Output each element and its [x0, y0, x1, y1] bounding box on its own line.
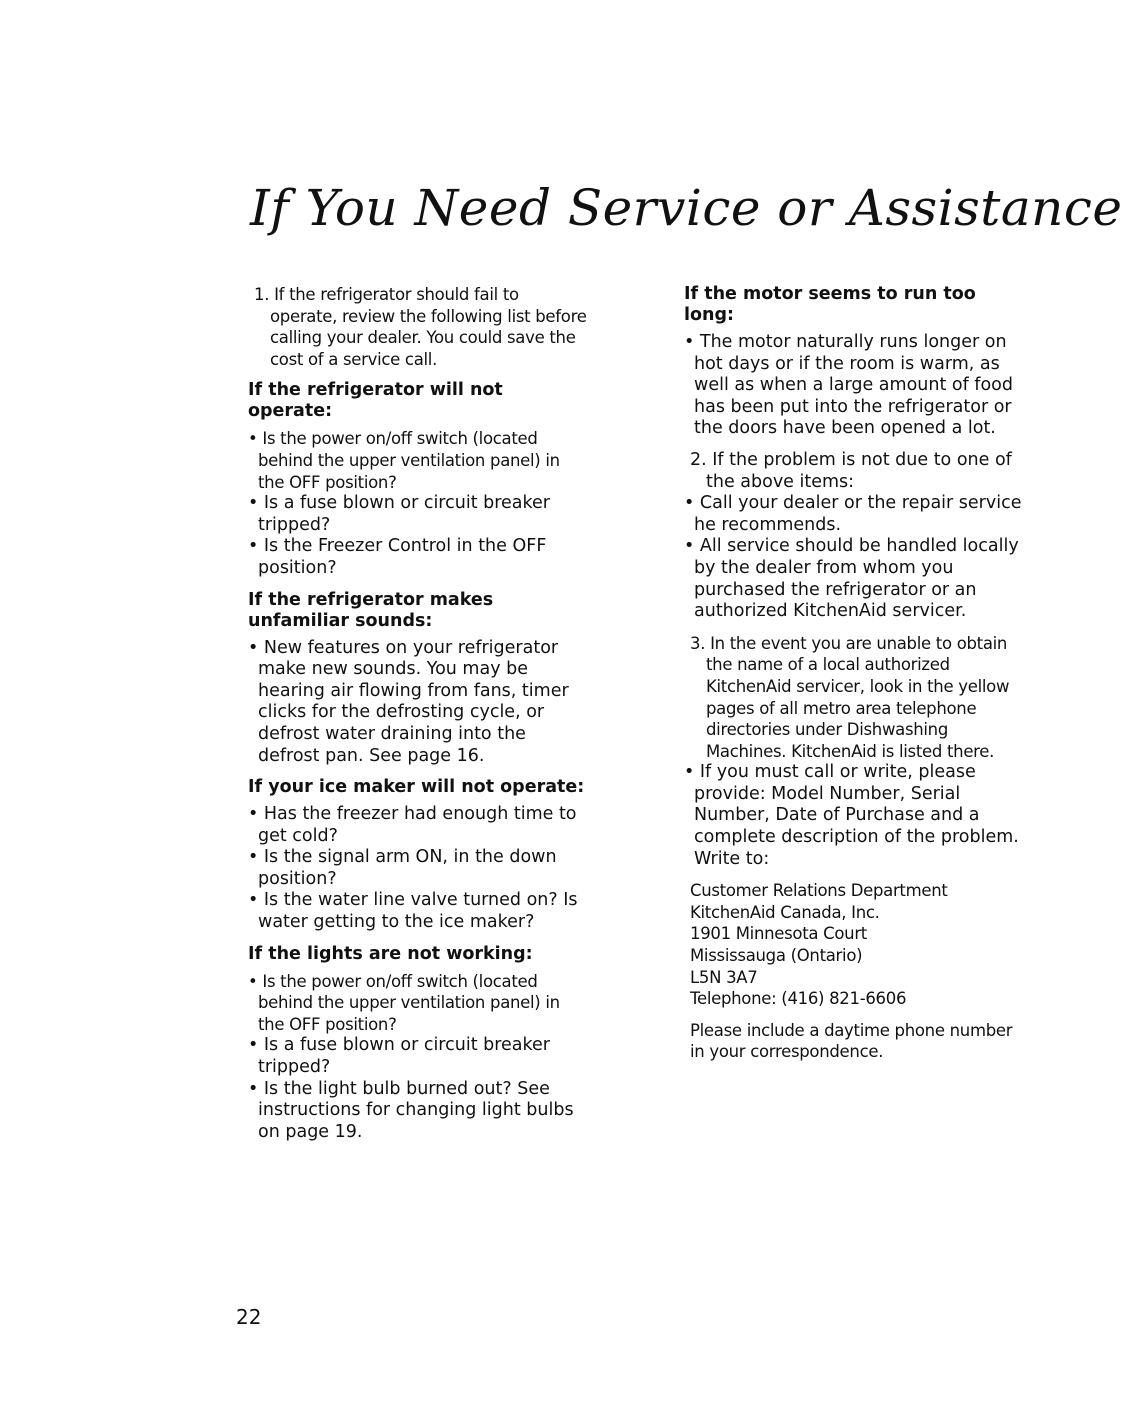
list-item: • New features on your refrigerator make new sounds. You may be hearing air flowing from fans, timer clicks for the defrosting cycle, or defrost water draining into the defrost pan. See page 16. — [248, 637, 569, 766]
closing-note: Please include a daytime phone number in your correspondence. — [690, 1020, 1013, 1062]
list-item: • Is the signal arm ON, in the down position? — [248, 847, 557, 889]
list-item: • Is the power on/off switch (located behind the upper ventilation panel) in the OFF position? — [248, 971, 560, 1034]
step-3-text: 3. In the event you are unable to obtain the name of a local authorized KitchenAid servicer, look in the yellow pages of all metro area telephone directories under Dishwashing Machines. KitchenAid is listed there. — [690, 633, 1010, 761]
left-column — [244, 284, 589, 1143]
address-city: Mississauga (Ontario) — [690, 946, 863, 966]
heading-will-not-operate: If the refrigerator will not operate: — [248, 380, 503, 422]
address-street: 1901 Minnesota Court — [690, 924, 867, 944]
heading-motor: If the motor seems to run too long: — [684, 284, 976, 325]
address-postal: L5N 3A7 — [690, 967, 758, 987]
step-2-text: 2. If the problem is not due to one of the above items: — [690, 449, 1012, 492]
list-item: • Is a fuse blown or circuit breaker tripped? — [248, 1035, 550, 1078]
page-title: If You Need Service or Assistance — [250, 179, 1123, 237]
address-department: Customer Relations Department — [690, 881, 948, 901]
list-item: • Is a fuse blown or circuit breaker tripped? — [248, 493, 550, 535]
list-item: • Is the power on/off switch (located behind the upper ventilation panel) in the OFF position? — [248, 429, 560, 492]
address-telephone: Telephone: (416) 821-6606 — [690, 989, 907, 1009]
list-item: • The motor naturally runs longer on hot days or if the room is warm, as well as when a large amount of food has been put into the refrigerator or the doors have been opened a lot. — [684, 332, 1013, 439]
heading-ice-maker: If your ice maker will not operate: — [248, 777, 585, 798]
right-column — [680, 284, 1025, 1063]
list-item: • Is the light bulb burned out? See instructions for changing light bulbs on page 19. — [248, 1078, 574, 1142]
heading-unfamiliar-sounds: If the refrigerator makes unfamiliar sounds: — [248, 589, 494, 631]
list-item: • Has the freezer had enough time to get cold? — [248, 804, 577, 846]
mailing-address — [680, 880, 1025, 1010]
step-1-text: 1. If the refrigerator should fail to operate, review the following list before calling your dealer. You could save the cost of a service call. — [254, 285, 587, 369]
list-item: • Is the water line valve turned on? Is water getting to the ice maker? — [248, 890, 578, 933]
heading-lights: If the lights are not working: — [248, 943, 533, 964]
address-company: KitchenAid Canada, Inc. — [690, 902, 880, 922]
page-number: 22 — [236, 1305, 262, 1329]
list-item: • All service should be handled locally by the dealer from whom you purchased the refrigerator or an authorized KitchenAid servicer. — [684, 536, 1019, 622]
list-item: • Is the Freezer Control in the OFF position? — [248, 536, 547, 578]
list-item: • If you must call or write, please provide: Model Number, Serial Number, Date of Purchase and a complete description of the problem. Write to: — [684, 762, 1019, 869]
list-item: • Call your dealer or the repair service he recommends. — [684, 493, 1022, 535]
